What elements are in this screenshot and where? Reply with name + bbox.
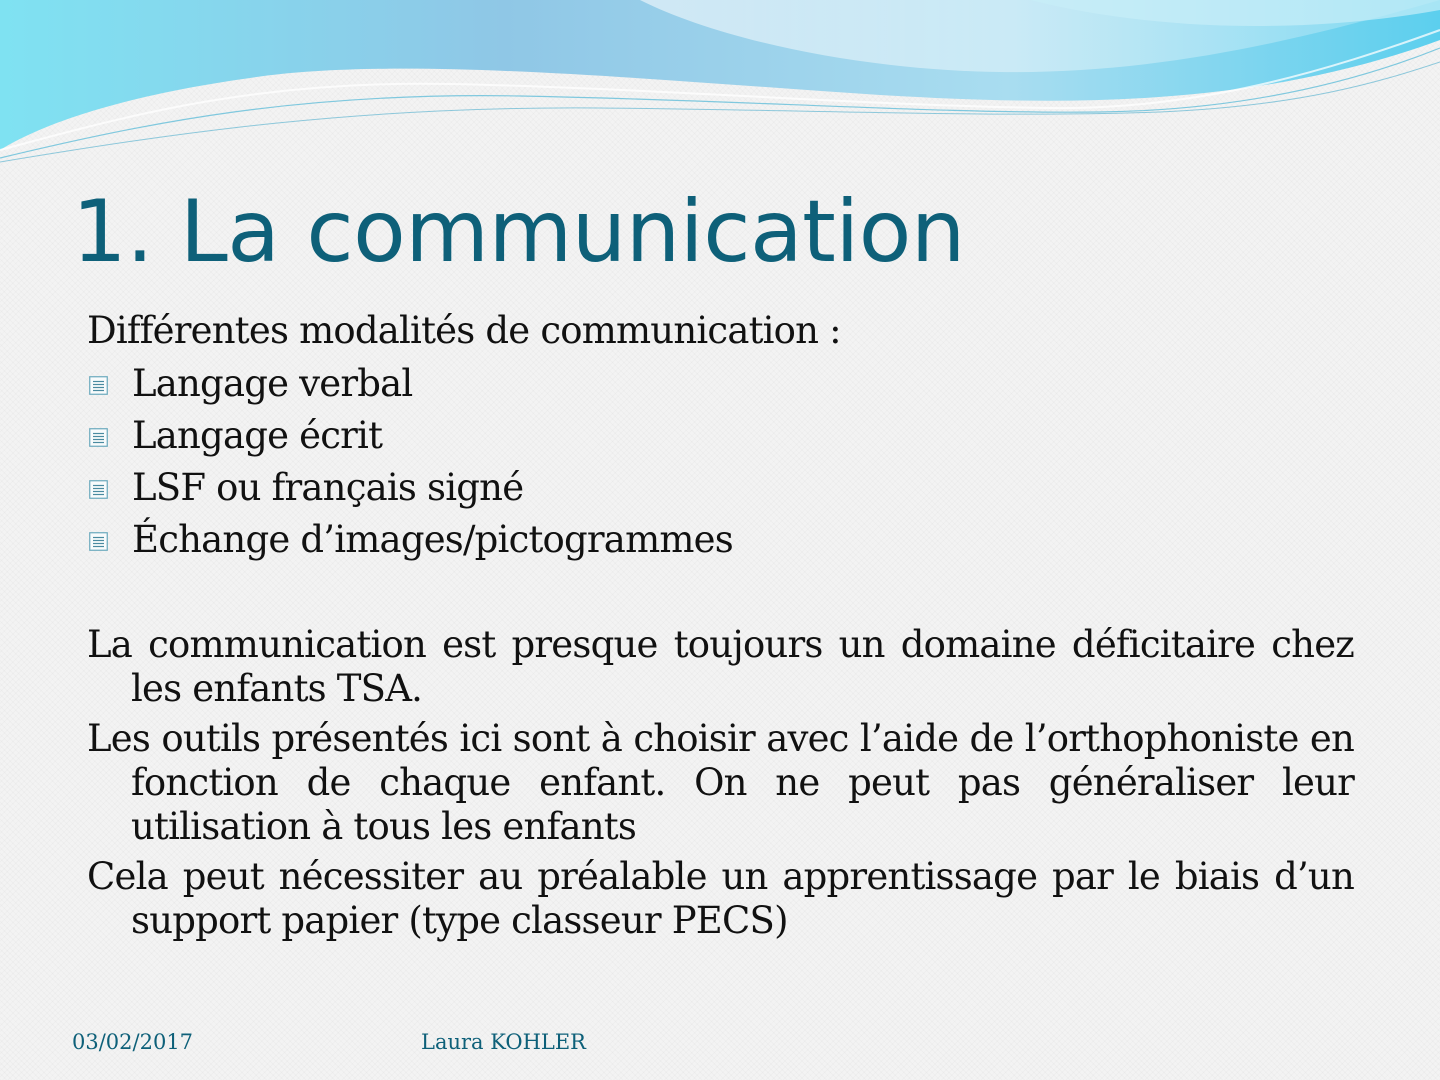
intro-text: Différentes modalités de communication : — [87, 309, 841, 352]
slide-title: 1. La communication — [72, 182, 965, 282]
list-item — [87, 513, 1354, 565]
slide-body — [87, 305, 1354, 943]
list-bullet-icon — [89, 376, 108, 395]
bullet-text: Échange d’images/pictogrammes — [132, 517, 733, 561]
paragraph-prerequisite: Cela peut nécessiter au préalable un apprentissage par le biais d’un support papier (type classeur PECS) — [87, 855, 1354, 942]
list-bullet-icon — [89, 428, 108, 447]
list-item — [87, 409, 1354, 461]
footer-author: Laura KOHLER — [421, 1030, 586, 1054]
paragraph-deficit: La communication est presque toujours un domaine déficitaire chez les enfants TSA. — [87, 623, 1354, 710]
list-item — [87, 461, 1354, 513]
bullet-text: Langage verbal — [132, 361, 413, 405]
bullet-text: Langage écrit — [132, 413, 383, 457]
footer-date: 03/02/2017 — [72, 1030, 194, 1054]
paragraph-tools: Les outils présentés ici sont à choisir avec l’aide de l’orthophoniste en fonction de chaque enfant. On ne peut pas généraliser leur utilisation à tous les enfants — [87, 717, 1354, 848]
header-wave-decoration — [0, 0, 1440, 180]
list-bullet-icon — [89, 532, 108, 551]
list-item — [87, 357, 1354, 409]
modalities-list — [87, 357, 1354, 565]
bullet-text: LSF ou français signé — [132, 465, 524, 509]
list-bullet-icon — [89, 480, 108, 499]
